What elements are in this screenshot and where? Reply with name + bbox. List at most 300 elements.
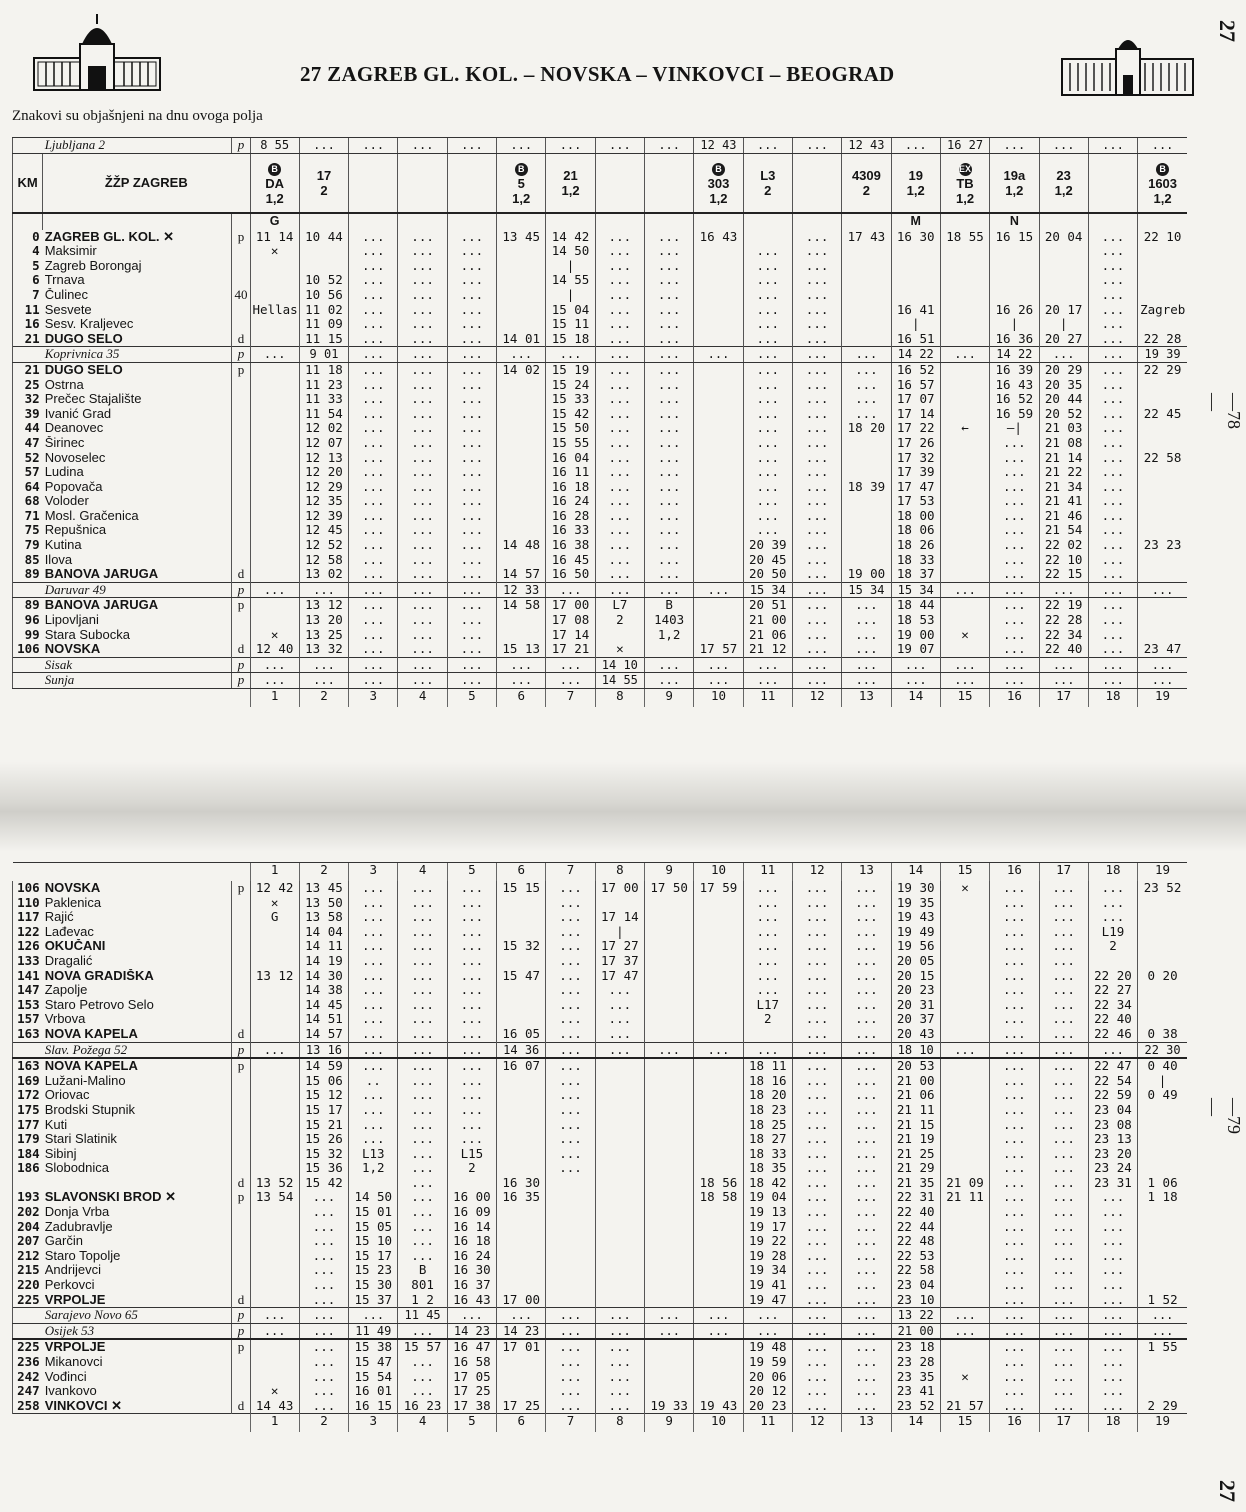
train-note: [1088, 213, 1137, 230]
arr-dep-marker: [232, 628, 250, 643]
time-cell: ...: [940, 1308, 989, 1324]
train-number: [842, 153, 891, 213]
time-cell: 15 55: [546, 436, 595, 451]
time-cell: ...: [349, 332, 398, 347]
train-note: [645, 213, 694, 230]
time-cell: [694, 925, 743, 940]
time-cell: 19 48: [743, 1339, 792, 1355]
arr-dep-marker: d: [232, 642, 250, 657]
time-cell: 16 38: [546, 538, 595, 553]
time-cell: ...: [546, 983, 595, 998]
time-cell: ...: [595, 273, 644, 288]
time-cell: ...: [990, 925, 1039, 940]
time-cell: ...: [842, 1399, 891, 1414]
station-name: Garčin: [44, 1234, 83, 1249]
time-cell: [694, 553, 743, 568]
time-cell: [940, 1205, 989, 1220]
time-cell: ...: [990, 1205, 1039, 1220]
time-cell: ...: [447, 317, 496, 332]
time-cell: ...: [990, 1263, 1039, 1278]
train-id: 19a: [1003, 167, 1026, 183]
time-cell: ...: [398, 896, 447, 911]
arr-dep-marker: d: [232, 1176, 250, 1191]
column-number-row: [13, 1414, 1188, 1433]
time-cell: [497, 465, 546, 480]
column-number: 18: [1088, 689, 1137, 708]
column-number: 14: [891, 863, 940, 882]
time-cell: ...: [842, 998, 891, 1013]
time-cell: [940, 436, 989, 451]
time-cell: [694, 378, 743, 393]
column-number: 19: [1138, 1414, 1187, 1433]
km-cell: 184: [13, 1147, 43, 1162]
time-cell: 23 13: [1088, 1132, 1137, 1147]
station-name: Repušnica: [44, 523, 107, 538]
time-cell: ...: [743, 910, 792, 925]
time-cell: [940, 642, 989, 657]
time-cell: |: [546, 259, 595, 274]
time-cell: 19 04: [743, 1190, 792, 1205]
time-cell: [694, 1161, 743, 1176]
time-cell: 16 07: [497, 1058, 546, 1074]
station-row: [13, 1234, 1188, 1249]
time-cell: 14 59: [299, 1058, 348, 1074]
time-cell: [1039, 273, 1088, 288]
time-cell: ...: [447, 1058, 496, 1074]
time-cell: [1138, 925, 1187, 940]
time-cell: ...: [546, 1074, 595, 1089]
time-cell: [250, 1293, 299, 1308]
time-cell: ...: [1039, 1234, 1088, 1249]
time-cell: 13 45: [299, 881, 348, 896]
time-cell: 18 26: [891, 538, 940, 553]
connection-row: [13, 1042, 1188, 1058]
station-row: [13, 1058, 1188, 1074]
time-cell: 18 20: [743, 1088, 792, 1103]
arr-dep-marker: [232, 538, 250, 553]
time-cell: ...: [546, 969, 595, 984]
time-cell: ...: [792, 673, 841, 689]
time-cell: 1 06: [1138, 1176, 1187, 1191]
arr-dep-marker: p: [232, 1042, 250, 1058]
time-cell: ...: [447, 523, 496, 538]
time-cell: ...: [1039, 939, 1088, 954]
time-cell: ...: [595, 451, 644, 466]
time-cell: [1039, 244, 1088, 259]
time-cell: ...: [842, 628, 891, 643]
time-cell: [250, 1339, 299, 1355]
time-cell: 14 01: [497, 332, 546, 347]
time-cell: 15 32: [299, 1147, 348, 1162]
time-cell: ...: [990, 673, 1039, 689]
time-cell: 2: [1088, 939, 1137, 954]
time-cell: 14 48: [497, 538, 546, 553]
time-cell: [940, 288, 989, 303]
time-cell: 11 09: [299, 317, 348, 332]
time-cell: [250, 1278, 299, 1293]
time-cell: ...: [842, 673, 891, 689]
time-cell: ...: [1088, 567, 1137, 582]
time-cell: 19 41: [743, 1278, 792, 1293]
time-cell: 19 56: [891, 939, 940, 954]
train-class: 1,2: [906, 182, 925, 198]
station-name: Ivankovo: [44, 1384, 97, 1399]
time-cell: ...: [349, 553, 398, 568]
time-cell: 16 24: [447, 1249, 496, 1264]
column-number: 15: [940, 863, 989, 882]
time-cell: 16 47: [447, 1339, 496, 1355]
time-cell: [497, 317, 546, 332]
time-cell: [645, 1027, 694, 1042]
time-cell: 15 30: [349, 1278, 398, 1293]
time-cell: 16 57: [891, 378, 940, 393]
time-cell: 16 00: [447, 1190, 496, 1205]
connection-row: [13, 347, 1188, 363]
time-cell: 14 51: [299, 1012, 348, 1027]
time-cell: 17 43: [842, 230, 891, 245]
time-cell: [595, 1147, 644, 1162]
time-cell: [940, 1249, 989, 1264]
time-cell: [497, 1132, 546, 1147]
column-number: 18: [1088, 1414, 1137, 1433]
time-cell: [1138, 613, 1187, 628]
time-cell: [694, 939, 743, 954]
time-cell: ...: [447, 998, 496, 1013]
time-cell: 0 40: [1138, 1058, 1187, 1074]
time-cell: ...: [349, 998, 398, 1013]
station-row: [13, 451, 1188, 466]
time-cell: 19 33: [645, 1399, 694, 1414]
time-cell: [546, 1176, 595, 1191]
station-name: Osijek 53: [43, 1323, 232, 1339]
time-cell: [694, 538, 743, 553]
train-number: [990, 153, 1039, 213]
time-cell: 11 18: [299, 362, 348, 377]
station-row: [13, 896, 1188, 911]
km-cell: 32: [13, 392, 43, 407]
time-cell: ...: [792, 1118, 841, 1133]
time-cell: ...: [447, 925, 496, 940]
time-cell: ...: [349, 451, 398, 466]
time-cell: ...: [349, 896, 398, 911]
time-cell: [1138, 1132, 1187, 1147]
time-cell: 20 37: [891, 1012, 940, 1027]
time-cell: 14 02: [497, 362, 546, 377]
time-cell: ...: [1088, 657, 1137, 673]
time-cell: ...: [1039, 1263, 1088, 1278]
time-cell: ...: [447, 1042, 496, 1058]
time-cell: [694, 598, 743, 613]
time-cell: ...: [645, 465, 694, 480]
time-cell: ...: [842, 642, 891, 657]
time-cell: 17 21: [546, 642, 595, 657]
km-cell: 242: [13, 1370, 43, 1385]
time-cell: [1138, 954, 1187, 969]
time-cell: ...: [349, 392, 398, 407]
time-cell: 13 25: [299, 628, 348, 643]
time-cell: 14 36: [497, 1042, 546, 1058]
time-cell: ...: [743, 288, 792, 303]
time-cell: 22 58: [891, 1263, 940, 1278]
time-cell: 16 39: [990, 362, 1039, 377]
arr-dep-marker: [232, 259, 250, 274]
column-number: 1: [250, 863, 299, 882]
time-cell: ...: [792, 613, 841, 628]
time-cell: ...: [595, 1012, 644, 1027]
train-class: 2: [862, 182, 871, 198]
blank-cell: [43, 1414, 232, 1433]
time-cell: 23 20: [1088, 1147, 1137, 1162]
column-number: 4: [398, 689, 447, 708]
time-cell: 17 57: [694, 642, 743, 657]
time-cell: [497, 436, 546, 451]
time-cell: ...: [842, 1074, 891, 1089]
station-row: [13, 362, 1188, 377]
time-cell: [497, 259, 546, 274]
time-cell: [940, 1027, 989, 1042]
time-cell: [940, 939, 989, 954]
time-cell: 17 47: [891, 480, 940, 495]
time-cell: ...: [694, 657, 743, 673]
time-cell: ...: [250, 347, 299, 363]
time-cell: ...: [447, 642, 496, 657]
time-cell: [645, 896, 694, 911]
blank-cell: [13, 689, 43, 708]
time-cell: ...: [398, 288, 447, 303]
time-cell: ...: [447, 421, 496, 436]
km-cell: 179: [13, 1132, 43, 1147]
time-cell: [250, 567, 299, 582]
station-row: [13, 1027, 1188, 1042]
time-cell: 17 32: [891, 451, 940, 466]
time-cell: ...: [1138, 138, 1187, 154]
station-name: NOVSKA: [44, 642, 101, 657]
arr-dep-marker: [232, 244, 250, 259]
station-name: BANOVA JARUGA: [44, 567, 159, 582]
time-cell: ...: [349, 657, 398, 673]
time-cell: 16 28: [546, 509, 595, 524]
km-cell: 52: [13, 451, 43, 466]
time-cell: 16 24: [546, 494, 595, 509]
time-cell: ...: [398, 259, 447, 274]
arr-dep-marker: [232, 1088, 250, 1103]
column-number: 16: [990, 689, 1039, 708]
time-cell: 1403: [645, 613, 694, 628]
time-cell: ...: [349, 1027, 398, 1042]
station-name: Kuti: [44, 1117, 68, 1132]
time-cell: ...: [792, 303, 841, 318]
time-cell: [250, 1161, 299, 1176]
arr-dep-marker: [232, 1132, 250, 1147]
time-cell: 17 27: [595, 939, 644, 954]
time-cell: ...: [398, 1012, 447, 1027]
column-number-row: [13, 689, 1188, 708]
time-cell: 14 58: [497, 598, 546, 613]
time-cell: ...: [299, 1370, 348, 1385]
station-row: [13, 1370, 1188, 1385]
connection-row: [13, 657, 1188, 673]
time-cell: [645, 1384, 694, 1399]
station-row: [13, 910, 1188, 925]
station-row: [13, 421, 1188, 436]
time-cell: ...: [349, 613, 398, 628]
time-cell: [595, 896, 644, 911]
arr-dep-marker: [232, 273, 250, 288]
time-cell: 15 26: [299, 1132, 348, 1147]
time-cell: 16 33: [546, 523, 595, 538]
time-cell: ...: [1088, 1339, 1137, 1355]
station-name: Slav. Požega 52: [43, 1042, 232, 1058]
time-cell: ...: [349, 1308, 398, 1324]
train-class: 2: [320, 182, 328, 198]
column-number: 10: [694, 689, 743, 708]
station-row: [13, 1339, 1188, 1355]
time-cell: 14 42: [546, 230, 595, 245]
time-cell: 10 44: [299, 230, 348, 245]
time-cell: ...: [842, 1161, 891, 1176]
time-cell: ...: [1039, 983, 1088, 998]
column-number: 3: [349, 863, 398, 882]
time-cell: [1138, 939, 1187, 954]
arr-dep-marker: d: [232, 1399, 250, 1414]
time-cell: ...: [1088, 1263, 1137, 1278]
station-row: [13, 1190, 1188, 1205]
time-cell: ...: [398, 317, 447, 332]
time-cell: ...: [990, 582, 1039, 598]
time-cell: 23 24: [1088, 1161, 1137, 1176]
train-number: [497, 153, 546, 213]
time-cell: ...: [645, 421, 694, 436]
time-cell: [694, 480, 743, 495]
time-cell: ...: [743, 657, 792, 673]
station-name: DUGO SELO: [44, 362, 123, 377]
time-cell: [1138, 598, 1187, 613]
time-cell: ...: [792, 138, 841, 154]
time-cell: [250, 407, 299, 422]
time-cell: [349, 1176, 398, 1191]
arr-dep-marker: [232, 509, 250, 524]
arr-dep-marker: d: [232, 1293, 250, 1308]
time-cell: [1138, 1278, 1187, 1293]
time-cell: ...: [990, 553, 1039, 568]
time-cell: ...: [990, 1370, 1039, 1385]
time-cell: ...: [1088, 244, 1137, 259]
time-cell: 17 47: [595, 969, 644, 984]
time-cell: ...: [349, 317, 398, 332]
column-number: 10: [694, 1414, 743, 1433]
station-name: Sesvete: [44, 302, 92, 317]
time-cell: ...: [546, 1118, 595, 1133]
time-cell: ...: [398, 421, 447, 436]
time-cell: ...: [299, 1190, 348, 1205]
time-cell: [645, 1132, 694, 1147]
time-cell: |: [1039, 317, 1088, 332]
time-cell: 18 27: [743, 1132, 792, 1147]
time-cell: ...: [842, 1355, 891, 1370]
time-cell: ...: [398, 673, 447, 689]
time-cell: [497, 1249, 546, 1264]
time-cell: ...: [398, 1249, 447, 1264]
time-cell: ...: [595, 303, 644, 318]
time-cell: ...: [990, 1339, 1039, 1355]
time-cell: [891, 244, 940, 259]
time-cell: ...: [792, 598, 841, 613]
time-cell: ...: [299, 1293, 348, 1308]
time-cell: ...: [694, 673, 743, 689]
time-cell: ...: [940, 582, 989, 598]
time-cell: [1138, 983, 1187, 998]
time-cell: [250, 259, 299, 274]
km-cell: 7: [13, 288, 43, 303]
time-cell: 12 40: [250, 642, 299, 657]
time-cell: [250, 983, 299, 998]
time-cell: 16 15: [990, 230, 1039, 245]
train-id: 5: [517, 175, 525, 191]
time-cell: ...: [842, 910, 891, 925]
train-id: TB: [956, 175, 974, 191]
arr-dep-marker: p: [232, 881, 250, 896]
time-cell: 22 40: [1039, 642, 1088, 657]
time-cell: [497, 1234, 546, 1249]
train-number: [1138, 153, 1187, 213]
time-cell: 21 08: [1039, 436, 1088, 451]
station-name: Vođinci: [44, 1369, 87, 1384]
time-cell: 20 51: [743, 598, 792, 613]
time-cell: ...: [447, 1118, 496, 1133]
column-number: 2: [299, 863, 348, 882]
time-cell: 1 18: [1138, 1190, 1187, 1205]
time-cell: ...: [546, 881, 595, 896]
time-cell: [940, 494, 989, 509]
time-cell: 20 12: [743, 1384, 792, 1399]
time-cell: 22 02: [1039, 538, 1088, 553]
station-row: [13, 1161, 1188, 1176]
time-cell: ...: [546, 673, 595, 689]
arr-dep-marker: [232, 1012, 250, 1027]
station-name: NOVA GRADIŠKA: [44, 968, 154, 983]
time-cell: ...: [349, 407, 398, 422]
station-row: [13, 1176, 1188, 1191]
time-cell: 14 11: [299, 939, 348, 954]
train-class: 1,2: [709, 190, 728, 206]
time-cell: [546, 1263, 595, 1278]
time-cell: [694, 1103, 743, 1118]
time-cell: 15 05: [349, 1220, 398, 1235]
time-cell: [546, 1205, 595, 1220]
time-cell: [1138, 465, 1187, 480]
time-cell: 13 58: [299, 910, 348, 925]
time-cell: 22 29: [1138, 362, 1187, 377]
time-cell: 22 53: [891, 1249, 940, 1264]
time-cell: ...: [398, 378, 447, 393]
time-cell: [595, 1161, 644, 1176]
time-cell: ...: [299, 1339, 348, 1355]
time-cell: [497, 954, 546, 969]
time-cell: ...: [1088, 509, 1137, 524]
time-cell: 15 24: [546, 378, 595, 393]
time-cell: ...: [398, 1384, 447, 1399]
time-cell: [940, 1355, 989, 1370]
time-cell: [940, 1058, 989, 1074]
time-cell: ...: [792, 998, 841, 1013]
time-cell: ...: [842, 598, 891, 613]
time-cell: ...: [1039, 1012, 1088, 1027]
station-name: Dragalić: [44, 953, 93, 968]
time-cell: 16 52: [891, 362, 940, 377]
ref-previous-page: —78—: [1203, 393, 1244, 429]
time-cell: ...: [990, 1234, 1039, 1249]
km-cell: [13, 347, 43, 363]
